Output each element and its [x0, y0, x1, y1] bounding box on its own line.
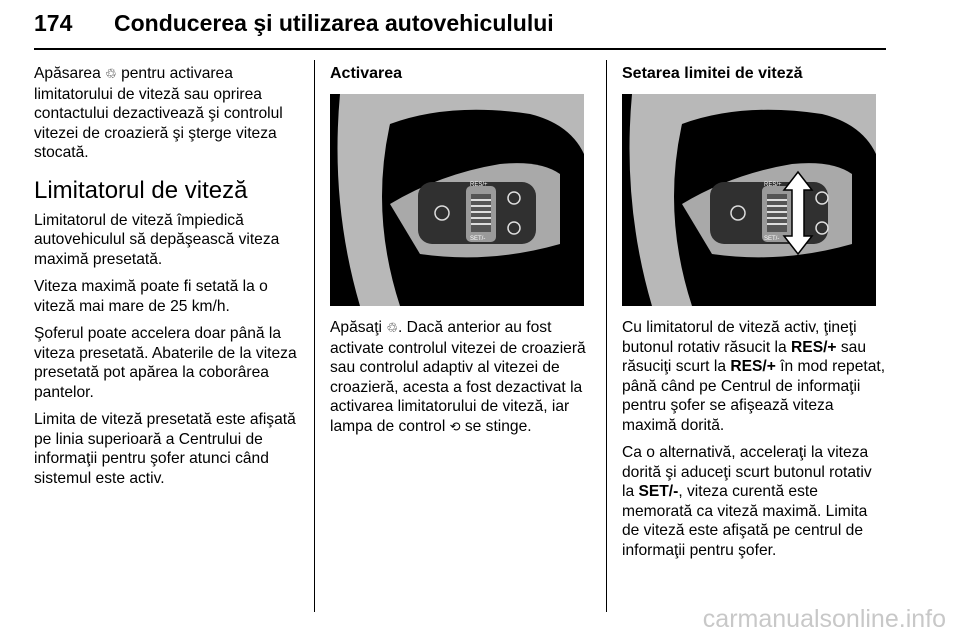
intro-paragraph: Apăsarea ♲ pentru activarea limitatorului de viteză sau oprirea contactului dezactivează şi controlul vitezei de croazieră şi şterge viteza stocată. [34, 65, 283, 161]
paragraph: Viteza maximă poate fi setată la o viteză mai mare de 25 km/h. [34, 278, 268, 315]
column-3 [622, 64, 888, 568]
speed-limiter-icon: ♲ [105, 67, 117, 82]
paragraph: Limitatorul de viteză împiedică autovehiculul să depăşească viteza maximă presetată. [34, 211, 280, 268]
speed-limiter-icon: ♲ [386, 321, 399, 336]
steering-wheel-illustration [330, 94, 584, 306]
page-header [34, 8, 886, 50]
paragraph: Cu limitatorul de viteză activ, ţineţi butonul rotativ răsucit la RES/+ sau răsuciţi scurt la RES/+ în mod repetat, până când pe Centrul de informaţii pentru şofer se afişează viteza maximă dorită. [622, 319, 886, 434]
svg-text:RES/+: RES/+ [470, 182, 488, 188]
paragraph: Limita de viteză presetată este afişată pe linia superioară a Centrului de informaţii pentru şofer atunci când sistemul este activ. [34, 411, 296, 487]
paragraph: Ca o alternativă, acceleraţi la viteza dorită şi aduceţi scurt butonul rotativ la SET/-, viteza curentă este memorată ca viteză maximă. Limita de viteză este afişată pe centrul de informaţii pentru şofer. [622, 444, 872, 559]
activation-paragraph: Apăsaţi ♲. Dacă anterior au fost activate controlul vitezei de croazieră sau controlul adaptiv al vitezei de croazieră, acesta a fost dezactivat la activarea limitatorului de viteză, iar lampa de control ⟲ se stinge. [330, 319, 586, 435]
paragraph: Şoferul poate accelera doar până la viteza presetată. Abaterile de la viteza presetată pot apărea la coborârea pantelor. [34, 325, 297, 401]
subsection-heading: Activarea [330, 65, 403, 82]
watermark: carmanualsonline.info [702, 605, 946, 633]
svg-text:SET/-: SET/- [764, 236, 780, 242]
steering-wheel-illustration [622, 94, 876, 306]
column-divider [606, 60, 607, 612]
column-1 [34, 64, 300, 496]
control-lamp-icon: ⟲ [449, 419, 461, 435]
subsection-heading: Setarea limitei de viteză [622, 65, 803, 82]
column-2 [330, 64, 596, 445]
svg-text:RES/+: RES/+ [764, 182, 782, 188]
svg-text:SET/-: SET/- [470, 236, 486, 242]
section-heading: Limitatorul de viteză [34, 176, 248, 204]
chapter-title: Conducerea şi utilizarea autovehiculului [114, 10, 554, 36]
page-number: 174 [34, 10, 73, 36]
column-divider [314, 60, 315, 612]
